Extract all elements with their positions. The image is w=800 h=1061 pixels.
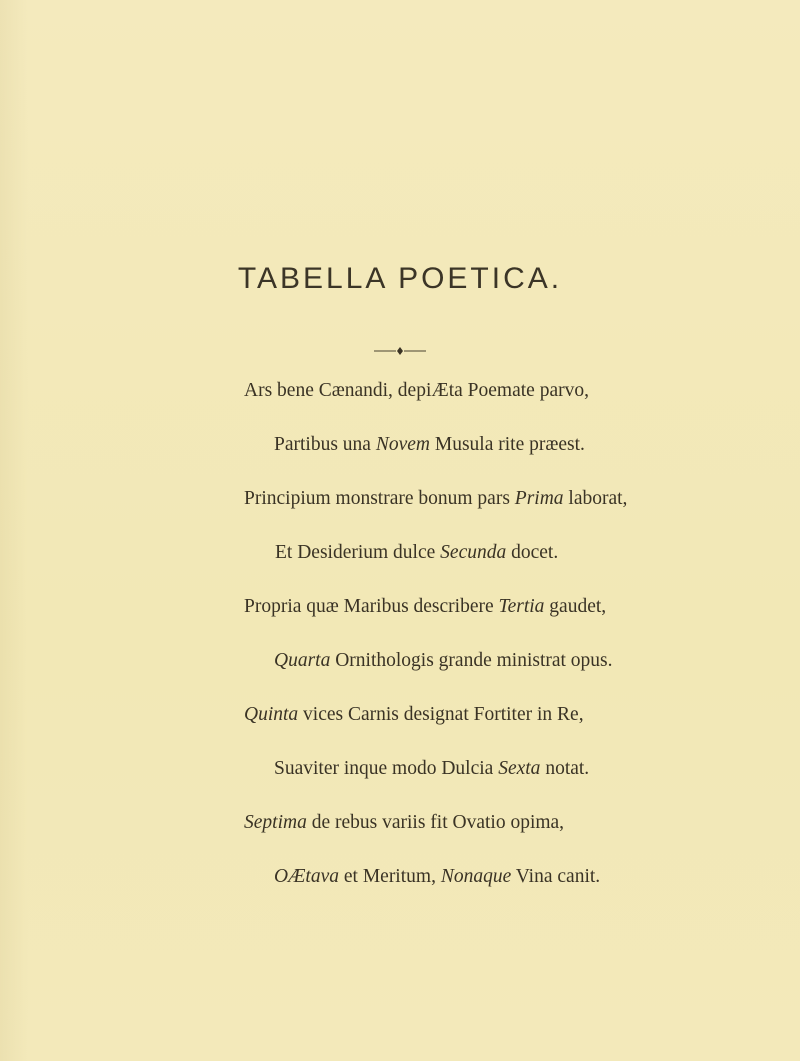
- diamond-rule-ornament: [370, 345, 430, 357]
- page-title: TABELLA POETICA.: [237, 262, 563, 295]
- poem-text: et Meritum,: [339, 866, 441, 887]
- poem-line: [244, 704, 584, 726]
- poem-text: gaudet,: [544, 596, 607, 617]
- poem-italic-word: Nonaque: [440, 866, 512, 887]
- poem-italic-word: Sexta: [498, 758, 541, 779]
- poem-text: de rebus variis fit Ovatio opima,: [306, 812, 565, 833]
- poem-line: [244, 812, 564, 834]
- poem-text: Ornithologis grande ministrat opus.: [330, 650, 613, 671]
- poem-italic-word: Quinta: [244, 704, 299, 725]
- poem-text: laborat,: [563, 488, 628, 509]
- poem-line: [244, 596, 606, 618]
- poem-line: [244, 488, 627, 510]
- poem-text: Et Desiderium dulce: [275, 542, 441, 563]
- poem-line: [274, 758, 589, 780]
- poem-italic-word: Septima: [244, 812, 307, 833]
- poem-italic-word: OÆtava: [274, 866, 339, 887]
- poem-line: [274, 866, 600, 888]
- poem-text: vices Carnis designat Fortiter in Re,: [298, 704, 584, 725]
- poem-line: [275, 542, 558, 564]
- poem-text: Ars bene Cænandi, depiÆta Poemate parvo,: [244, 380, 589, 401]
- poem-text: Partibus una: [274, 434, 376, 455]
- poem-text: Principium monstrare bonum pars: [244, 488, 515, 509]
- poem-text: Musula rite præest.: [429, 434, 585, 455]
- poem-italic-word: Secunda: [440, 542, 507, 563]
- poem-italic-word: Tertia: [498, 596, 545, 617]
- poem-italic-word: Prima: [514, 488, 564, 509]
- poem-italic-word: Quarta: [274, 650, 331, 671]
- poem-line: [274, 434, 585, 456]
- poem-line: [274, 650, 613, 672]
- poem-italic-word: Novem: [375, 434, 430, 455]
- poem-text: Vina canit.: [511, 866, 601, 887]
- poem-text: Suaviter inque modo Dulcia: [274, 758, 499, 779]
- poem-text: docet.: [506, 542, 559, 563]
- poem-text: Propria quæ Maribus describere: [244, 596, 499, 617]
- poem-line: [244, 380, 589, 402]
- poem-text: notat.: [540, 758, 590, 779]
